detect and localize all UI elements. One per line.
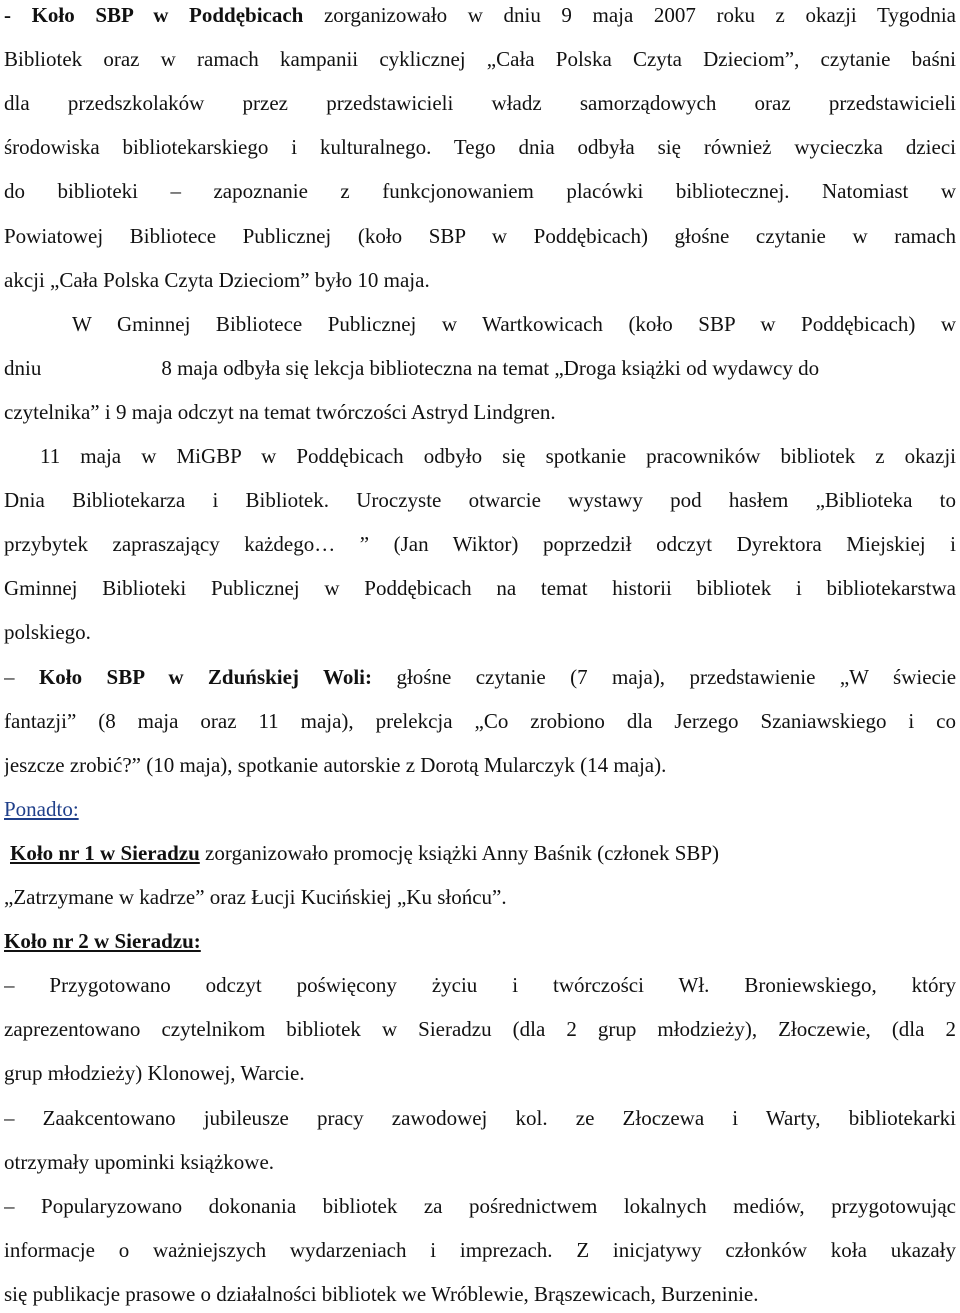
text-run: fantazji” (8 maja oraz 11 maja), prelekcja „Co zrobiono dla Jerzego Szaniawskiego i co — [4, 708, 956, 733]
text-run: W Gminnej Bibliotece Publicznej w Wartkowicach (koło SBP w Poddębicach) w — [72, 311, 956, 336]
text-run: Powiatowej Bibliotece Publicznej (koło SBP w Poddębicach) głośne czytanie w ramach — [4, 223, 956, 248]
text-line — [4, 794, 956, 824]
text-line — [4, 353, 956, 383]
text-line — [4, 1014, 956, 1044]
text-line — [4, 176, 956, 206]
text-run: zorganizowało w dniu 9 maja 2007 roku z okazji Tygodnia — [303, 3, 956, 27]
text-line — [4, 617, 956, 647]
text-line — [4, 0, 956, 30]
text-line — [4, 132, 956, 162]
text-run: otrzymały upominki książkowe. — [4, 1149, 275, 1174]
text-line — [10, 838, 956, 868]
text-run: – — [4, 664, 39, 689]
text-run: Dnia Bibliotekarza i Bibliotek. Uroczyste otwarcie wystawy pod hasłem „Biblioteka to — [4, 488, 956, 513]
text-line — [4, 1147, 956, 1177]
text-line — [4, 1103, 956, 1133]
text-run: Ponadto: — [4, 796, 79, 821]
text-run: grup młodzieży) Klonowej, Warcie. — [4, 1061, 305, 1086]
text-run: przybytek zapraszający każdego… ” (Jan Wiktor) poprzedził odczyt Dyrektora Miejskiej i — [4, 532, 956, 557]
text-line — [4, 1058, 956, 1088]
text-line — [4, 1235, 956, 1265]
text-run: środowiska bibliotekarskiego i kulturalnego. Tego dnia odbyła się również wycieczka dzieci — [4, 135, 956, 160]
text-run: głośne czytanie (7 maja), przedstawienie „W świecie — [372, 664, 956, 689]
text-line — [4, 529, 956, 559]
text-line — [4, 706, 956, 736]
text-run: Koło nr 2 w Sieradzu: — [4, 929, 201, 954]
text-run: dla przedszkolaków przez przedstawicieli władz samorządowych oraz przedstawicieli — [4, 91, 956, 116]
text-run: do biblioteki – zapoznanie z funkcjonowaniem placówki bibliotecznej. Natomiast w — [4, 179, 956, 204]
text-run: informacje o ważniejszych wydarzeniach i imprezach. Z inicjatywy członków koła ukazały — [4, 1237, 956, 1262]
text-run: dniu — [4, 355, 42, 380]
text-line — [4, 573, 956, 603]
text-run: „Zatrzymane w kadrze” oraz Łucji Kucińskiej „Ku słońcu”. — [4, 885, 507, 909]
text-run: zorganizowało promocję książki Anny Baśnik (członek SBP) — [199, 840, 720, 865]
text-run: czytelnika” i 9 maja odczyt na temat twórczości Astryd Lindgren. — [4, 399, 556, 424]
text-run: zaprezentowano czytelnikom bibliotek w Sieradzu (dla 2 grup młodzieży), Złoczewie, (dla 2 — [4, 1017, 956, 1042]
text-line — [4, 485, 956, 515]
text-line — [4, 44, 956, 74]
text-line — [4, 1191, 956, 1221]
text-line — [4, 1279, 956, 1309]
text-line — [4, 750, 956, 780]
text-run: Koło SBP w Zduńskiej Woli: — [38, 664, 373, 689]
text-line — [4, 88, 956, 118]
text-run: jeszcze zrobić?” (10 maja), spotkanie autorskie z Dorotą Mularczyk (14 maja). — [4, 752, 667, 777]
text-line — [40, 441, 956, 471]
text-run: - Koło SBP w Poddębicach — [4, 3, 304, 27]
text-line — [4, 221, 956, 251]
text-line — [4, 926, 956, 956]
text-line — [4, 662, 956, 692]
text-run: polskiego. — [4, 620, 91, 645]
text-run: 8 maja odbyła się lekcja biblioteczna na temat „Droga książki od wydawcy do — [161, 355, 820, 380]
text-run: Koło nr 1 w Sieradzu — [10, 840, 200, 865]
text-line — [4, 397, 956, 427]
text-run: Bibliotek oraz w ramach kampanii cyklicznej „Cała Polska Czyta Dzieciom”, czytanie baśni — [4, 47, 956, 72]
text-run: – Popularyzowano dokonania bibliotek za pośrednictwem lokalnych mediów, przygotowując — [4, 1193, 956, 1218]
text-run: Gminnej Biblioteki Publicznej w Poddębicach na temat historii bibliotek i bibliotekarstwa — [4, 576, 956, 601]
text-run: – Przygotowano odczyt poświęcony życiu i twórczości Wł. Broniewskiego, który — [4, 973, 956, 998]
text-run: akcji „Cała Polska Czyta Dzieciom” było 10 maja. — [4, 267, 430, 292]
text-line — [4, 882, 956, 912]
text-run: 11 maja w MiGBP w Poddębicach odbyło się spotkanie pracowników bibliotek z okazji — [40, 444, 956, 468]
text-line — [72, 309, 956, 339]
text-line — [4, 265, 956, 295]
text-run: się publikacje prasowe o działalności bibliotek we Wróblewie, Brąszewicach, Burzeninie. — [4, 1281, 759, 1306]
text-line — [4, 970, 956, 1000]
text-run: – Zaakcentowano jubileusze pracy zawodowej kol. ze Złoczewa i Warty, bibliotekarki — [4, 1105, 956, 1130]
